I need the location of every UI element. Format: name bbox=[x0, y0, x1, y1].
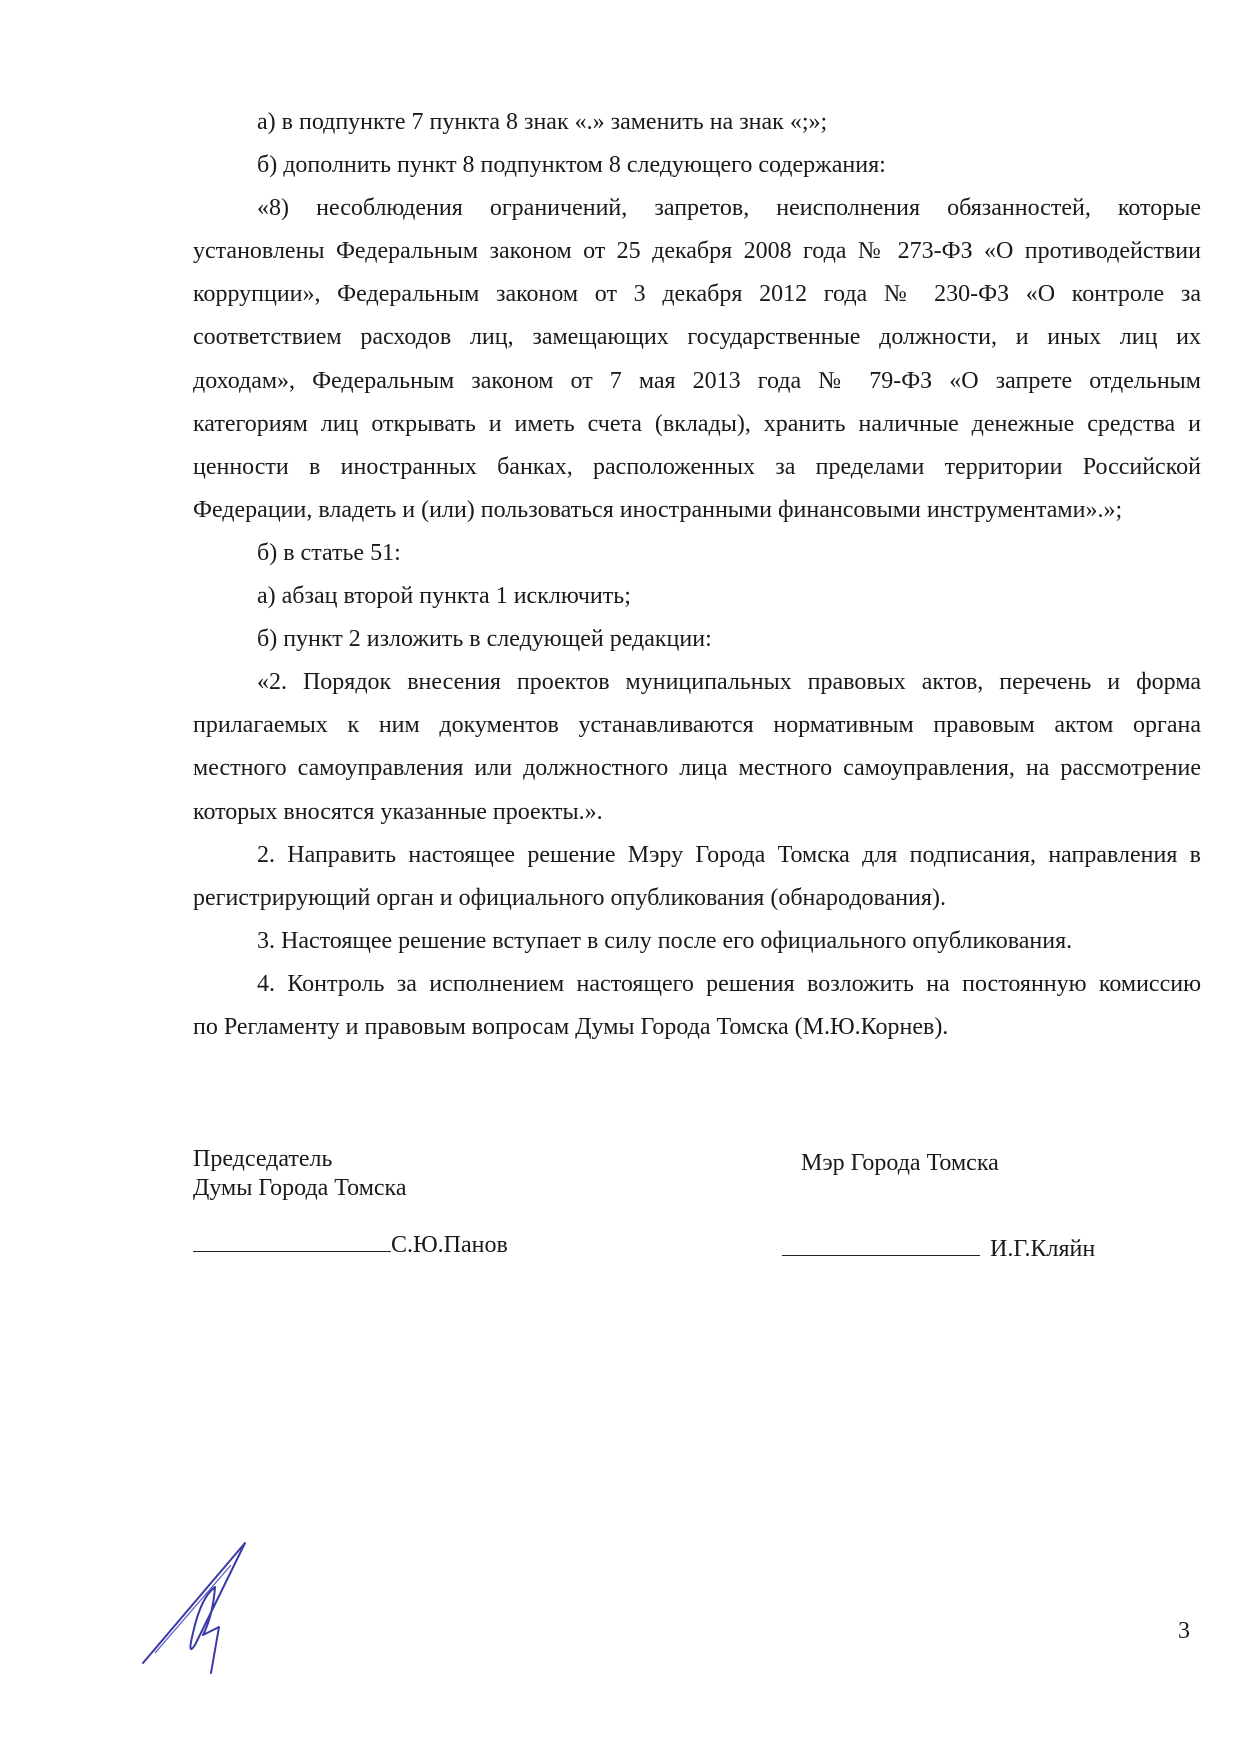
paragraph-3-line: категориям лиц открывать и иметь счета (вклады), хранить наличные денежные средства и bbox=[193, 410, 1201, 437]
left-signature-block bbox=[193, 1231, 508, 1259]
paragraph-7-line: местного самоуправления или должностного лица местного самоуправления, на рассмотрение bbox=[193, 755, 1201, 782]
paragraph-3-line: установлены Федеральным законом от 25 декабря 2008 года № 273-ФЗ «О противодействии bbox=[193, 238, 1201, 265]
paragraph-7-line: «2. Порядок внесения проектов муниципальных правовых актов, перечень и форма bbox=[257, 669, 1201, 696]
left-signatory-title-1: Председатель bbox=[193, 1146, 333, 1172]
paragraph-5-line: а) абзац второй пункта 1 исключить; bbox=[257, 583, 631, 610]
left-signatory-title-2: Думы Города Томска bbox=[193, 1175, 407, 1201]
paragraph-1-line: а) в подпункте 7 пункта 8 знак «.» заменить на знак «;»; bbox=[257, 109, 828, 135]
right-signature-line bbox=[782, 1255, 980, 1256]
handwritten-initials-signature bbox=[135, 1535, 285, 1680]
paragraph-9-line: 3. Настоящее решение вступает в силу после его официального опубликования. bbox=[257, 927, 1073, 954]
paragraph-4-line: б) в статье 51: bbox=[257, 539, 401, 566]
paragraph-3-line: «8) несоблюдения ограничений, запретов, неисполнения обязанностей, которые bbox=[257, 195, 1201, 222]
paragraph-8-line: регистрирующий орган и официального опубликования (обнародования). bbox=[193, 884, 946, 911]
right-signature-block bbox=[782, 1235, 1095, 1263]
paragraph-7-line: прилагаемых к ним документов устанавливаются нормативным правовым актом органа bbox=[193, 712, 1201, 739]
right-signatory-title: Мэр Города Томска bbox=[801, 1150, 999, 1176]
paragraph-3-line: доходам», Федеральным законом от 7 мая 2013 года № 79-ФЗ «О запрете отдельным bbox=[193, 367, 1201, 394]
paragraph-3-line: соответствием расходов лиц, замещающих государственные должности, и иных лиц их bbox=[193, 324, 1201, 351]
left-signature-line bbox=[193, 1251, 391, 1252]
paragraph-2-line: б) дополнить пункт 8 подпунктом 8 следующего содержания: bbox=[257, 152, 886, 179]
left-signatory-name: С.Ю.Панов bbox=[391, 1232, 508, 1258]
document-body bbox=[193, 101, 1201, 1049]
right-signatory-name: И.Г.Кляйн bbox=[990, 1236, 1096, 1262]
paragraph-6-line: б) пункт 2 изложить в следующей редакции: bbox=[257, 626, 712, 653]
paragraph-3-line: коррупции», Федеральным законом от 3 декабря 2012 года № 230-ФЗ «О контроле за bbox=[193, 281, 1201, 308]
paragraph-10-line: по Регламенту и правовым вопросам Думы Города Томска (М.Ю.Корнев). bbox=[193, 1013, 949, 1040]
paragraph-8-line: 2. Направить настоящее решение Мэру Города Томска для подписания, направления в bbox=[257, 841, 1201, 868]
paragraph-10-line: 4. Контроль за исполнением настоящего решения возложить на постоянную комиссию bbox=[257, 970, 1201, 997]
paragraph-3-line: ценности в иностранных банках, расположенных за пределами территории Российской bbox=[193, 453, 1201, 480]
paragraph-3-line: Федерации, владеть и (или) пользоваться иностранными финансовыми инструментами».»; bbox=[193, 496, 1123, 523]
paragraph-7-line: которых вносятся указанные проекты.». bbox=[193, 798, 603, 825]
page-number: 3 bbox=[1178, 1618, 1190, 1644]
